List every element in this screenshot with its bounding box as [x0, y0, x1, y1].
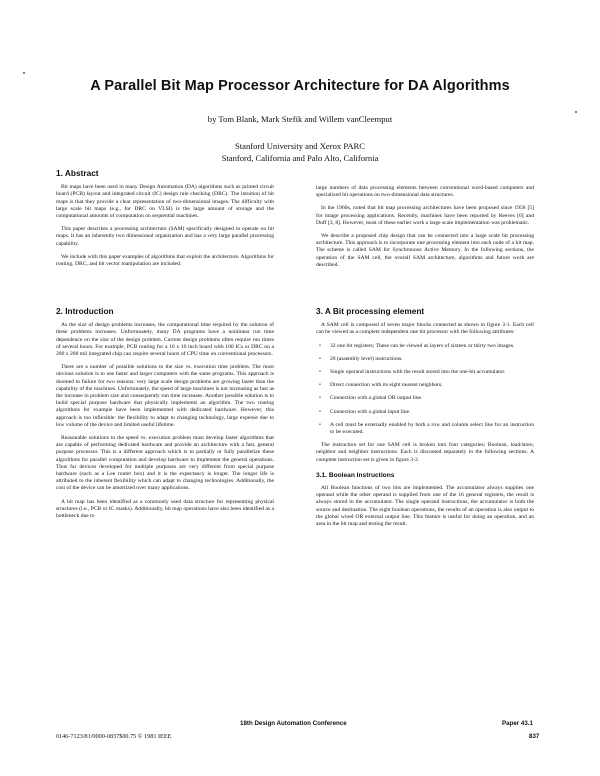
affiliation-line-2: Stanford, California and Palo Alto, California [221, 153, 379, 163]
boolean-heading: 3.1. Boolean Instructions [316, 471, 395, 479]
list-item: • Single operand instructions with the result stored into the one-bit accumulator. [326, 369, 534, 376]
scan-speck [23, 72, 25, 74]
introduction-paragraph-1: As the size of design problems increases, the computational time required by the solution of these problems increases. Unfortunately, many DA programs have a nonlinear run time dependence on the size of the design problem. Current design problems often require run times of several hours. For example, PCB routing for a 10 x 10 inch board with 100 ICs or DRC on a 200 x 200 mil integrated chip can require several hours of CPU time on conventional processors. [56, 322, 274, 358]
boolean-paragraph-1: All Boolean functions of two bits are implemented. The accumulator always supplies one operand while the other operand is supplied from one of the 16 general registers, the result is always stored in the accumulator. The single operand instructions, the accumulator is both the source and destination. The eight boolean operations, the results of an operation is also output to the global wired OR external output line. This feature is useful for doing an operation, and an area in the bit map and testing the result. [316, 485, 534, 528]
list-item: • Direct connection with its eight nearest neighbors. [326, 382, 534, 389]
paper-title: A Parallel Bit Map Processor Architecture for DA Algorithms [90, 78, 510, 94]
list-item: • 32 one bit registers; These can be viewed as layers of sixteen or thirty two images. [326, 343, 534, 350]
right-paragraph-2: We describe a proposed chip design that can be connected into a large scale bit processing architecture. This approach is to incorporate one processing element into each node of a bit map. The scheme is called SAM for Synchronous Active Memory. In the following sections, the operation of the SAM cell, the overall SAM architecture, algorithms and future work are described. [316, 233, 534, 268]
conference-name: 18th Design Automation Conference [240, 720, 347, 727]
abstract-heading: 1. Abstract [56, 168, 99, 178]
authors-line: by Tom Blank, Mark Stefik and Willem vanCleemput [207, 114, 393, 124]
introduction-heading: 2. Introduction [56, 306, 114, 316]
abstract-paragraph-2: This paper describes a processing architecture (SAM) specifically designed to operate on bit maps. It has an inherently two dimensional organization and has a very large parallel processing capability. [56, 226, 274, 247]
bit-processing-heading: 3. A Bit processing element [316, 306, 425, 316]
copyright-line: 0146-7123/81/0000-0837$00.75 © 1981 IEEE [56, 733, 172, 740]
bit-processing-section [316, 308, 534, 534]
right-paragraph-1: In the 1960s, noted that bit map processing architectures have been proposed since 1958 [5] for image processing applications. Recently, machines have been reported by Reeves [6] and Duff [3, 8]. However, most of these earlier work a large scale implementation was problematic. [316, 205, 534, 226]
abstract-paragraph-3: We include with this paper examples of algorithms that exploit the architecture. Algorithms for routing, DRC, and bit vector manipulation are included. [56, 253, 274, 268]
attribute-list [316, 343, 534, 437]
bit-processing-paragraph-2: The instruction set for one SAM cell is broken into four categories; Boolean, load/store, neighbor and neighbor instructions. Each is discussed separately in the following sections. A complete instruction set is given in figure 3-2. [316, 442, 534, 463]
abstract-paragraph-1: Bit maps have been used in many Design Automation (DA) algorithms such as printed circuit board (PCB) layout and integrated circuit (IC) design rule checking (DRC). The intuition of bit maps is that they provide a clear representation of two-dimensional images. The difficulty with large scale bit maps (e.g., for DRC on VLSI) is the large amount of storage and the computational amounts of computation on sequential machines. [56, 184, 274, 220]
right-column-continuation [316, 185, 534, 275]
abstract-continuation: large numbers of data processing elements between conventional word-based computers and specialized bit operations on two-dimensional data structures. [316, 185, 534, 199]
list-item: • Connection with a global OR output line. [326, 395, 534, 402]
affiliation-line-1: Stanford University and Xerox PARC [234, 141, 365, 151]
bit-processing-paragraph-1: A SAM cell is composed of seven major blocks connected as shown in figure 3-1. Each cell can be viewed as a complete independent one bit processor with the following attributes: [316, 322, 534, 336]
introduction-paragraph-3: Reasonable solutions to the speed vs. execution problem must develop faster algorithms that are capable of performing dedicated hardware and provide an architecture with a fast, general purpose processor. This is a different approach which is to partially or fully parallelize these algorithms for parallel computation and develop hardware to implement the general operations. Thus far devices developed for multiple purposes are very different from special purpose hardware (such as a Lee router box) and it is the expectancy is longer. The longer life is attributed to the inherent flexibility which can adapt to changing technologies. Additionally, the cost of the device can be amortized over many applications. [56, 435, 274, 492]
introduction-paragraph-2: There are a number of possible solutions to the size vs. execution time problem. The most obvious solution is to use faster and larger computers with the same programs. This approach is doomed to failure for two reasons: very large scale design problems are growing faster than the capability of the machines. Unfortunately, the speed of large machines is not increasing as fast as the increase in problem size and consequently run time increases. Another possible solution is to build special purpose hardware that physically implements an algorithm. The two routing algorithms for example have been implemented with dedicated hardware. However, this approach is too inflexible: the flexibility to adapt to changing technology, large expense due to low volume of the device and limited useful lifetime. [56, 364, 274, 428]
introduction-paragraph-4: A bit map has been identified as a commonly used data structure for representing physical structures (i.e., PCB or IC masks). Additionally, bit map operations have also been identified as a bottleneck due to [56, 498, 274, 520]
paper-number: Paper 43.1 [502, 720, 533, 727]
introduction-section [56, 308, 274, 526]
list-item: • A cell must be externally enabled by both a row and column select line for an instruction to be executed. [326, 422, 534, 436]
abstract-section [56, 170, 274, 274]
page-number: 837 [529, 733, 540, 740]
list-item: • 20 (assembly level) instructions. [326, 356, 534, 363]
list-item: • Connection with a global input line. [326, 409, 534, 416]
scan-speck [575, 111, 577, 113]
